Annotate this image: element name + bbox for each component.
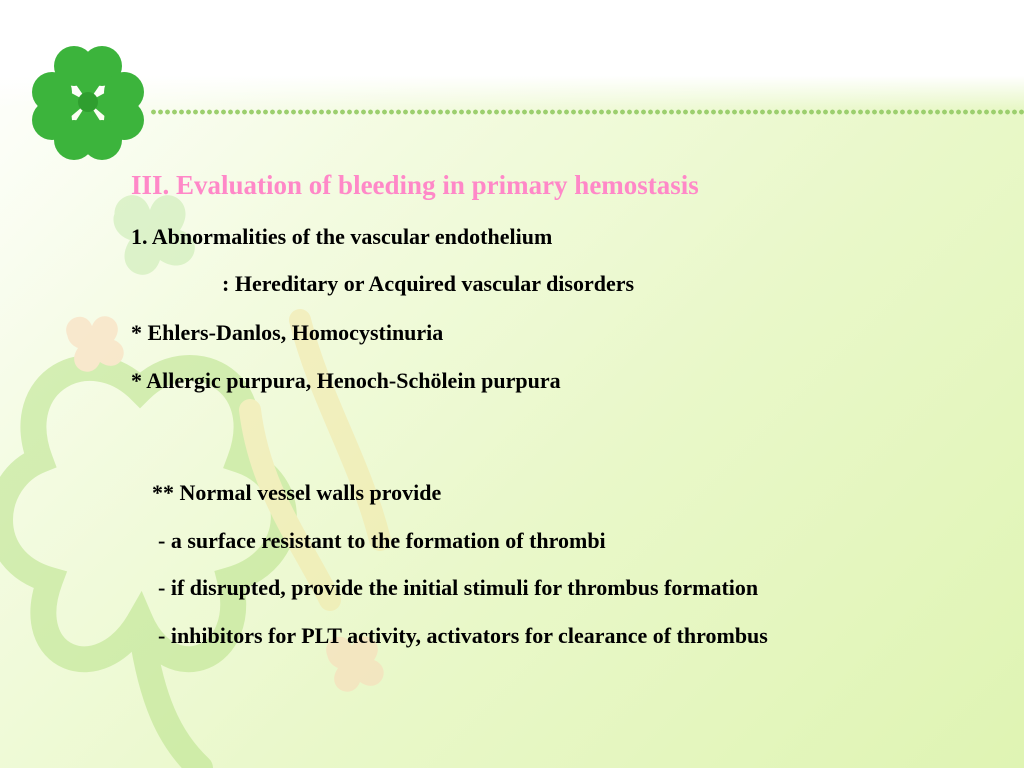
slide-title: III. Evaluation of bleeding in primary hemostasis (131, 170, 699, 200)
bullet-disrupted-stimuli: - if disrupted, provide the initial stimuli for thrombus formation (158, 575, 759, 600)
normal-vessel-heading: ** Normal vessel walls provide (152, 480, 442, 505)
bullet-surface-resistant: - a surface resistant to the formation of thrombi (158, 528, 606, 553)
bullet-ehlers-danlos: * Ehlers-Danlos, Homocystinuria (131, 320, 444, 345)
bullet-allergic-purpura: * Allergic purpura, Henoch-Schölein purpura (131, 368, 561, 393)
bullet-inhibitors-activators: - inhibitors for PLT activity, activators for clearance of thrombus (158, 623, 768, 648)
subheading-vascular-disorders: : Hereditary or Acquired vascular disorders (222, 271, 635, 296)
heading-vascular-endothelium: 1. Abnormalities of the vascular endothelium (131, 224, 553, 249)
